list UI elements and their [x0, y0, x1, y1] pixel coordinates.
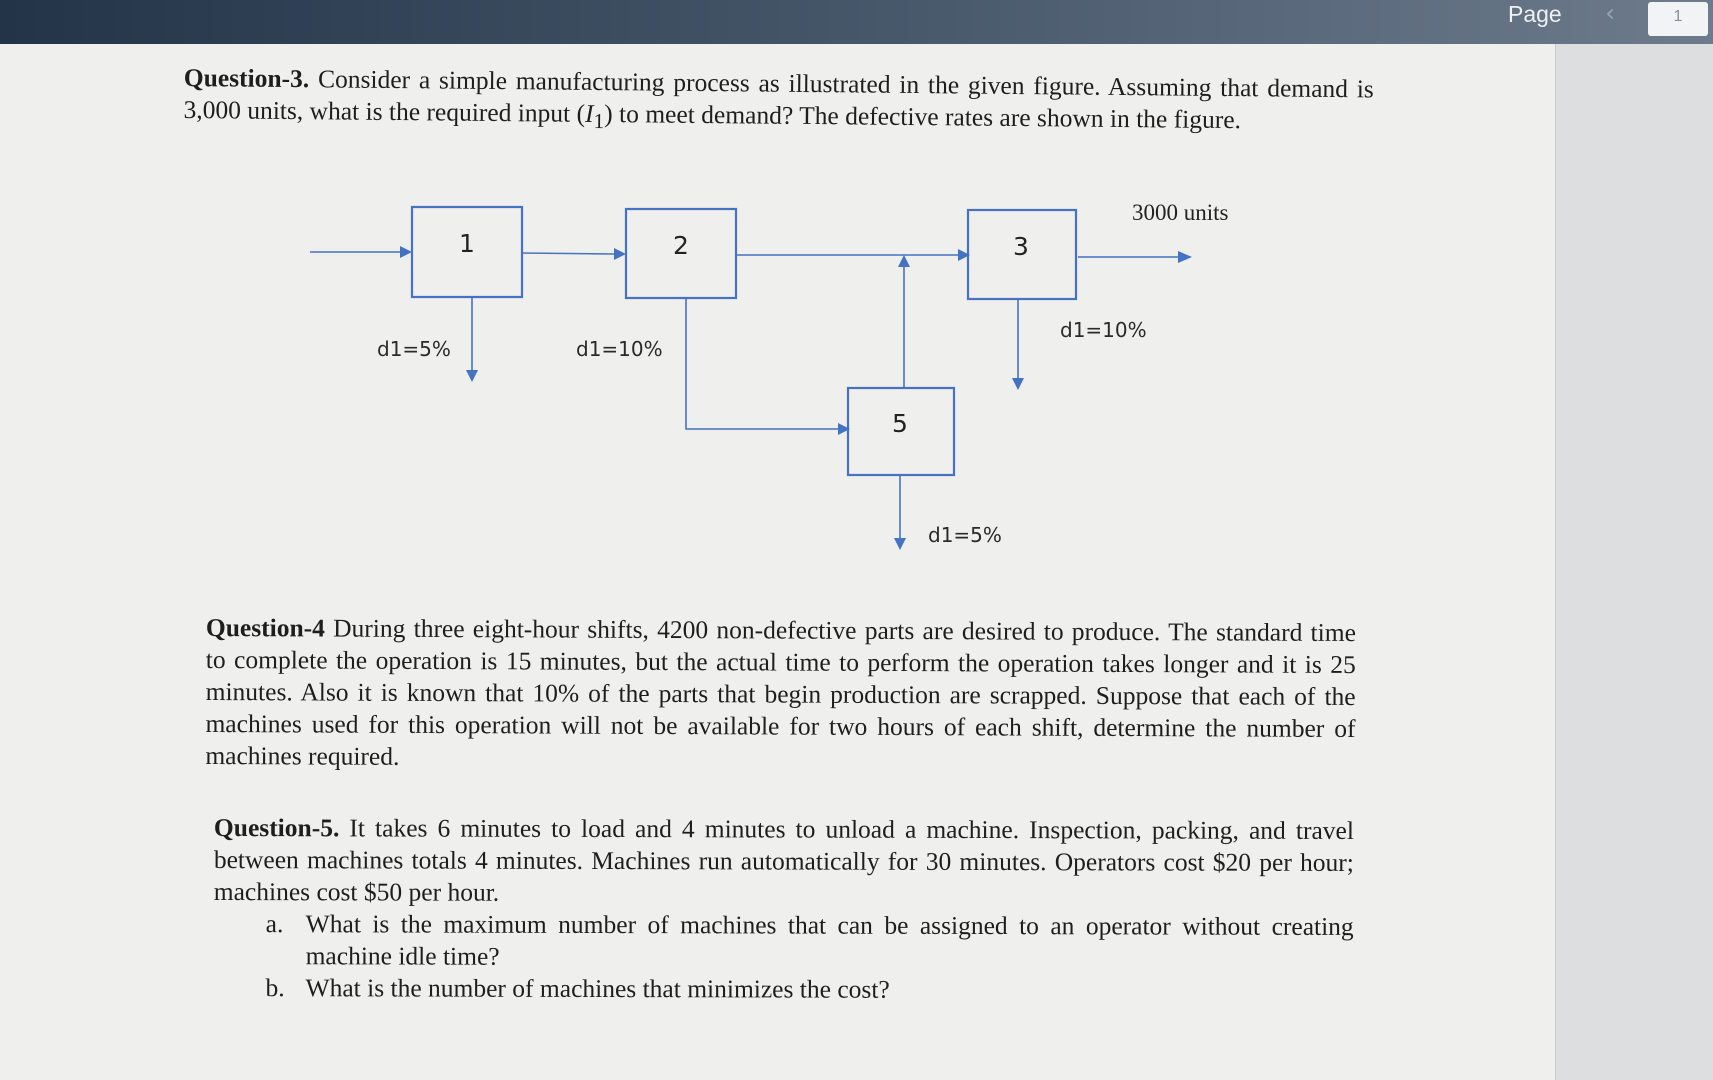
question-5-label: Question-5. [213, 813, 340, 843]
input-subscript: 1 [593, 109, 605, 134]
defect-rate-1: d1=5% [377, 337, 451, 361]
question-4-text: During three eight-hour shifts, 4200 non-defective parts are desired to produce. The standard time to complete the operation is 15 minutes, but the actual time to perform the operation takes longer and it is 25 minutes. Also it is known that 10% of the parts that begin production are scrapped. Suppose that each of the machines used for this operation will not be available for two hours of each shift, determine the number of machines required. [205, 613, 1356, 771]
flow-1-to-2-line [522, 253, 614, 254]
arrow-scrap-5 [894, 538, 906, 550]
question-5 [213, 812, 1353, 1007]
arrow-into-box-2 [614, 248, 626, 260]
arrow-output [1178, 251, 1192, 263]
part-b-text: What is the number of machines that minimizes the cost? [305, 973, 890, 1004]
arrow-scrap-1 [466, 370, 478, 382]
arrow-rework-up [898, 255, 910, 267]
defect-rate-5: d1=5% [928, 523, 1002, 547]
arrow-scrap-3 [1012, 378, 1024, 390]
part-a-marker: a. [265, 909, 284, 939]
input-symbol: I [584, 98, 594, 128]
question-4 [205, 612, 1356, 777]
arrow-into-box-1 [400, 246, 412, 258]
box-3-label: 3 [1013, 232, 1029, 261]
question-4-label: Question-4 [205, 613, 326, 643]
part-a-text: What is the maximum number of machines that can be assigned to an operator without creating machine idle time? [305, 909, 1354, 971]
question-5-part-b [213, 972, 1353, 1007]
page-number-field[interactable]: 1 [1648, 2, 1708, 36]
defect-rate-3: d1=10% [1060, 318, 1147, 342]
part-b-marker: b. [265, 973, 285, 1003]
box-1-label: 1 [459, 229, 475, 258]
question-5-text: It takes 6 minutes to load and 4 minutes to unload a machine. Inspection, packing, and travel between machines totals 4 minutes. Machines run automatically for 30 minutes. Operators cost $20 per hour; machines cost $50 per hour. [213, 813, 1354, 907]
page-label: Page [1508, 1, 1562, 27]
output-demand-label: 3000 units [1132, 200, 1229, 225]
question-3-label: Question-3. [183, 62, 310, 94]
question-5-part-a [214, 908, 1354, 975]
box-2-label: 2 [673, 231, 689, 260]
box-5-label: 5 [892, 409, 908, 438]
scrap-2-to-5-line [686, 298, 840, 429]
chevron-left-icon[interactable]: ‹ [1605, 0, 1615, 27]
question-3-text-after: ) to meet demand? The defective rates are shown in the figure. [604, 99, 1242, 135]
defect-rate-2: d1=10% [576, 337, 663, 361]
question-3-text-before: Consider a simple manufacturing process as illustrated in the given figure. Assuming that demand is 3,000 units, what is the required input ( [183, 64, 1374, 128]
